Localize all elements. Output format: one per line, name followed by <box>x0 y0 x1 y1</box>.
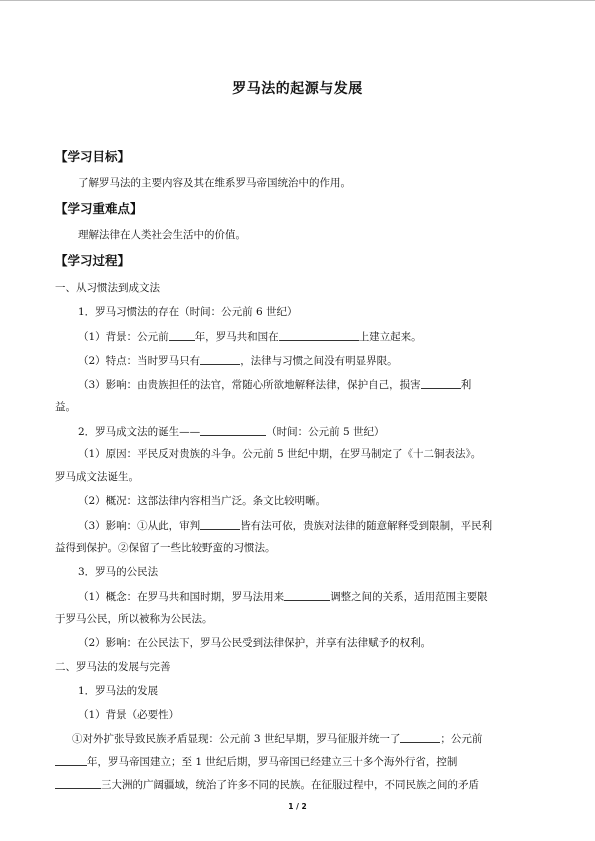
fill-blank[interactable] <box>55 777 101 789</box>
item-1-impact-cont: 益。 <box>55 401 76 413</box>
heading-key-points: 【学习重难点】 <box>55 201 143 216</box>
item-2-overview: （2）概况：这部法律内容相当广泛。条文比较明晰。 <box>78 495 327 507</box>
item-3-title: 3．罗马的公民法 <box>78 566 159 578</box>
page-title: 罗马法的起源与发展 <box>232 81 363 97</box>
fill-blank[interactable] <box>279 329 359 341</box>
page-top-rule <box>0 0 595 1</box>
fill-blank[interactable] <box>400 731 440 743</box>
sec2-item-1-title: 1．罗马法的发展 <box>78 685 159 697</box>
item-2-reason: （1）原因：平民反对贵族的斗争。公元前 5 世纪中期，在罗马制定了《十二铜表法》。 <box>78 448 482 460</box>
key-points-text: 理解法律在人类社会生活中的价值。 <box>78 229 246 241</box>
page-number: 1 / 2 <box>288 802 307 811</box>
sec2-background-line-3: 三大洲的广阔疆域，统治了许多不同的民族。在征服过程中，不同民族之间的矛盾 <box>55 777 479 792</box>
fill-blank[interactable] <box>284 589 330 601</box>
heading-learning-process: 【学习过程】 <box>55 253 131 268</box>
item-2-reason-cont: 罗马成文法诞生。 <box>55 471 139 483</box>
sec2-background-point-1: ①对外扩张导致民族矛盾显现：公元前 3 世纪早期，罗马征服并统一了 ；公元前 <box>72 733 483 745</box>
fill-blank[interactable] <box>169 329 195 341</box>
item-3-impact: （2）影响：在公民法下，罗马公民受到法律保护，并享有法律赋予的权利。 <box>78 637 432 649</box>
item-3-concept-cont: 于罗马公民，所以被称为公民法。 <box>55 613 213 625</box>
item-2-title: 2．罗马成文法的诞生—— （时间：公元前 5 世纪） <box>78 426 385 438</box>
item-3-concept: （1）概念：在罗马共和国时期，罗马法用来 调整之间的关系，适用范围主要限 <box>78 591 488 603</box>
goal-text: 了解罗马法的主要内容及其在维系罗马帝国统治中的作用。 <box>78 177 351 189</box>
fill-blank[interactable] <box>200 353 240 365</box>
section-one-title: 一、从习惯法到成文法 <box>55 282 160 294</box>
fill-blank[interactable] <box>421 377 461 389</box>
item-1-impact: （3）影响：由贵族担任的法官，常随心所欲地解释法律，保护自己，损害 利 <box>78 379 472 391</box>
heading-learning-goals: 【学习目标】 <box>55 149 131 164</box>
item-1-feature: （2）特点：当时罗马只有 ，法律与习惯之间没有明显界限。 <box>78 355 398 367</box>
section-two-title: 二、罗马法的发展与完善 <box>55 661 171 673</box>
item-2-impact-cont: 益得到保护。②保留了一些比较野蛮的习惯法。 <box>55 542 276 554</box>
sec2-background-line-2: 年，罗马帝国建立；至 1 世纪后期，罗马帝国已经建立三十多个海外行省，控制 <box>55 754 457 769</box>
fill-blank[interactable] <box>200 424 266 436</box>
fill-blank[interactable] <box>200 518 240 530</box>
fill-blank[interactable] <box>55 754 87 766</box>
item-2-impact: （3）影响：①从此，审判 皆有法可依，贵族对法律的随意解释受到限制，平民利 <box>78 520 493 532</box>
item-1-title: 1．罗马习惯法的存在（时间：公元前 6 世纪） <box>78 306 298 318</box>
item-1-background: （1）背景：公元前 年，罗马共和国在 上建立起来。 <box>78 331 422 343</box>
sec2-background-title: （1）背景（必要性） <box>78 709 180 721</box>
